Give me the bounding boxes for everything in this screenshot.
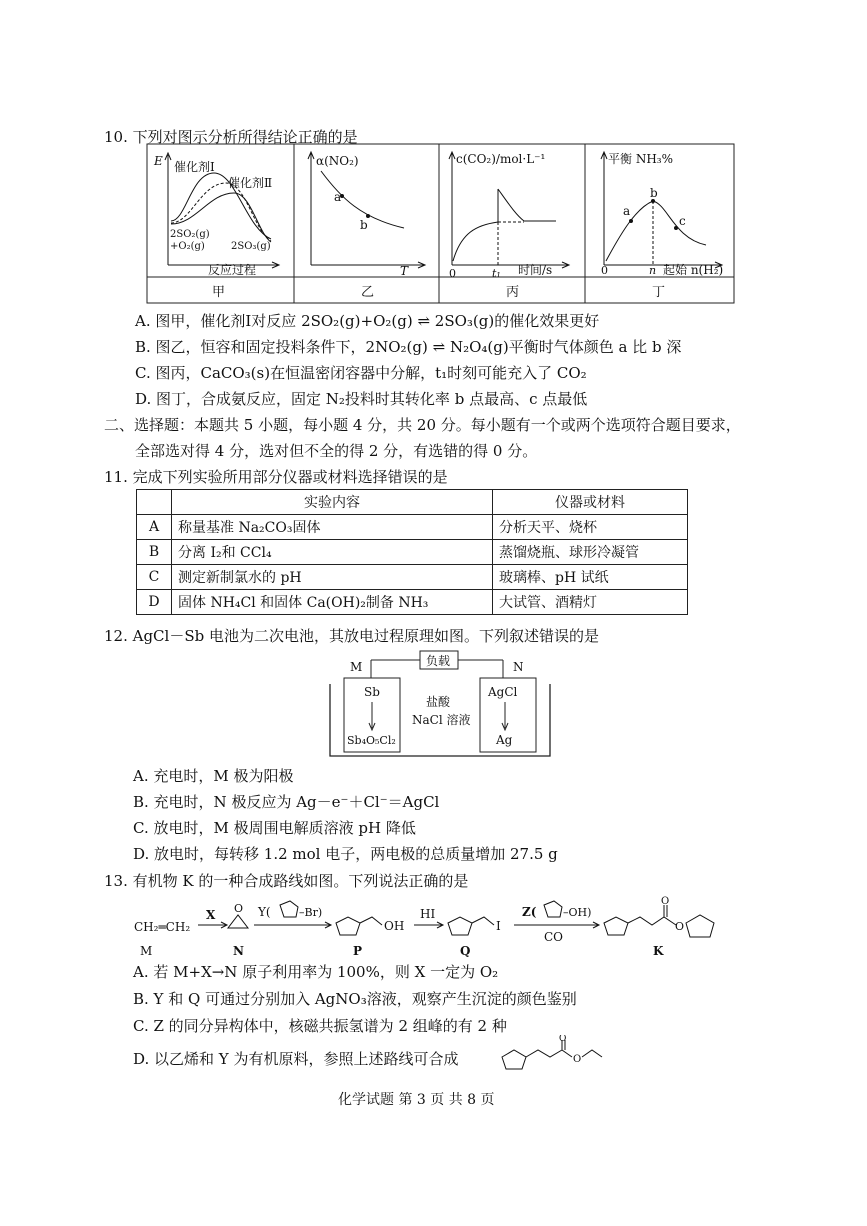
table-cell: 玻璃棒、pH 试纸	[493, 565, 688, 590]
bing-t1: t₁	[492, 267, 501, 280]
q12-option-a: A. 充电时，M 极为阳极	[133, 767, 294, 785]
q10-option-c: C. 图丙，CaCO₃(s)在恒温密闭容器中分解，t₁时刻可能充入了 CO₂	[135, 364, 587, 382]
q13-option-d: D. 以乙烯和 Y 为有机原料，参照上述路线可合成	[133, 1050, 459, 1068]
bing-origin: 0	[449, 267, 456, 280]
bing-xlabel: 时间/s	[518, 263, 553, 277]
reagent-z-oh: –OH)	[563, 906, 592, 919]
q13-option-c: C. Z 的同分异构体中，核磁共振氢谱为 2 组峰的有 2 种	[133, 1017, 507, 1035]
q11-table	[136, 489, 688, 615]
q12-option-b: B. 充电时，N 极反应为 Ag－e⁻＋Cl⁻＝AgCl	[133, 793, 440, 811]
graph-bing	[449, 152, 569, 300]
sb-product-label: Sb₄O₅Cl₂	[347, 734, 396, 747]
jia-xlabel: 反应过程	[208, 263, 257, 277]
table-header-row	[137, 490, 688, 515]
yi-a: a	[334, 190, 342, 204]
electrode-m-label: M	[350, 660, 363, 674]
jia-prod: 2SO₃(g)	[231, 241, 271, 252]
table-cell: C	[137, 565, 172, 590]
q10-graphs	[146, 143, 736, 305]
reagent-x: X	[206, 908, 216, 922]
table-cell: 大试管、酒精灯	[493, 590, 688, 615]
ding-origin: 0	[601, 264, 608, 277]
electrolyte-label-1: 盐酸	[426, 695, 451, 709]
structure-carbonyl-o: O	[559, 1035, 567, 1044]
compound-m: CH₂═CH₂	[134, 920, 191, 934]
jia-caption: 甲	[212, 285, 226, 300]
table-cell: A	[137, 515, 172, 540]
reagent-co: CO	[544, 930, 564, 944]
synthesis-route	[130, 893, 735, 963]
load-label: 负载	[426, 654, 451, 668]
page-footer: 化学试题 第 3 页 共 8 页	[338, 1092, 495, 1108]
q10-option-b: B. 图乙，恒容和固定投料条件下，2NO₂(g) ⇌ N₂O₄(g)平衡时气体颜色 a 比 b 深	[135, 338, 682, 356]
table-row	[137, 590, 688, 615]
ding-b: b	[650, 186, 658, 200]
table-row	[137, 540, 688, 565]
section2-line2: 全部选对得 4 分，选对但不全的得 2 分，有选错的得 0 分。	[135, 442, 538, 460]
graph-yi	[308, 152, 425, 300]
label-p: P	[353, 944, 363, 958]
table-header-cell	[137, 490, 172, 515]
jia-cat1: 催化剂Ⅰ	[174, 160, 215, 174]
q11-stem: 11. 完成下列实验所用部分仪器或材料选择错误的是	[104, 468, 448, 486]
iodide-i: I	[496, 919, 501, 933]
electrode-n-label: N	[513, 660, 524, 674]
q13-option-b: B. Y 和 Q 可通过分别加入 AgNO₃溶液，观察产生沉淀的颜色鉴别	[133, 990, 577, 1008]
table-cell: 蒸馏烧瓶、球形冷凝管	[493, 540, 688, 565]
label-k: K	[653, 944, 664, 958]
q13-option-a: A. 若 M+X→N 原子利用率为 100%，则 X 一定为 O₂	[133, 963, 499, 981]
section2-line1: 二、选择题：本题共 5 小题，每小题 4 分，共 20 分。每小题有一个或两个选项符合题目要求，	[104, 416, 741, 434]
q12-option-d: D. 放电时，每转移 1.2 mol 电子，两电极的总质量增加 27.5 g	[133, 845, 558, 863]
yi-caption: 乙	[361, 285, 375, 300]
q13-stem: 13. 有机物 K 的一种合成路线如图。下列说法正确的是	[104, 872, 469, 890]
table-header-cell: 实验内容	[172, 490, 493, 515]
table-row	[137, 515, 688, 540]
ding-a: a	[623, 204, 631, 218]
table-cell: D	[137, 590, 172, 615]
carbonyl-o: O	[661, 896, 670, 907]
jia-cat2: 催化剂Ⅱ	[228, 176, 273, 190]
jia-react1: 2SO₂(g)	[170, 229, 210, 240]
q12-option-c: C. 放电时，M 极周围电解质溶液 pH 降低	[133, 819, 416, 837]
graph-ding	[601, 152, 723, 300]
yi-b: b	[360, 218, 368, 232]
structure-ester-o: O	[573, 1054, 582, 1065]
ding-ylabel: 平衡 NH₃%	[608, 152, 673, 166]
table-cell: 测定新制氯水的 pH	[172, 565, 493, 590]
sb-label: Sb	[364, 685, 380, 699]
table-row	[137, 565, 688, 590]
ag-label: Ag	[496, 733, 513, 747]
ding-xlabel: 起始 n(H₂)	[663, 263, 724, 277]
ding-c: c	[679, 214, 686, 228]
table-cell: 固体 NH₄Cl 和固体 Ca(OH)₂制备 NH₃	[172, 590, 493, 615]
label-n: N	[233, 944, 244, 958]
table-cell: 称量基准 Na₂CO₃固体	[172, 515, 493, 540]
alcohol-oh: OH	[384, 919, 405, 933]
q10-option-d: D. 图丁，合成氨反应，固定 N₂投料时其转化率 b 点最高、c 点最低	[135, 390, 588, 408]
ester-o: O	[675, 920, 685, 933]
ding-caption: 丁	[652, 285, 666, 300]
label-q: Q	[460, 944, 471, 958]
battery-diagram	[320, 648, 560, 760]
reagent-hi: HI	[420, 907, 436, 921]
yi-xlabel: T	[400, 264, 409, 278]
q10-stem: 10. 下列对图示分析所得结论正确的是	[104, 128, 358, 146]
reagent-y: Y(	[258, 905, 271, 919]
jia-ylabel: E	[154, 154, 163, 168]
reagent-y-br: –Br)	[299, 906, 323, 919]
reagent-z: Z(	[522, 905, 537, 919]
yi-ylabel: α(NO₂)	[316, 154, 359, 168]
bing-caption: 丙	[506, 285, 520, 300]
jia-react2: +O₂(g)	[170, 241, 205, 252]
electrolyte-label-2: NaCl 溶液	[412, 713, 471, 727]
q12-stem: 12. AgCl－Sb 电池为二次电池，其放电过程原理如图。下列叙述错误的是	[104, 627, 599, 645]
table-header-cell: 仪器或材料	[493, 490, 688, 515]
q10-option-a: A. 图甲，催化剂Ⅰ对反应 2SO₂(g)+O₂(g) ⇌ 2SO₃(g)的催化效果更好	[135, 312, 600, 330]
agcl-label: AgCl	[488, 685, 518, 699]
epoxide-o: O	[234, 902, 244, 915]
table-cell: 分析天平、烧杯	[493, 515, 688, 540]
target-ester-structure	[498, 1035, 613, 1077]
ding-n: n	[649, 264, 657, 277]
label-m: M	[140, 944, 153, 958]
table-cell: B	[137, 540, 172, 565]
bing-ylabel: c(CO₂)/mol·L⁻¹	[456, 152, 546, 166]
graph-jia	[153, 153, 279, 300]
table-cell: 分离 I₂和 CCl₄	[172, 540, 493, 565]
